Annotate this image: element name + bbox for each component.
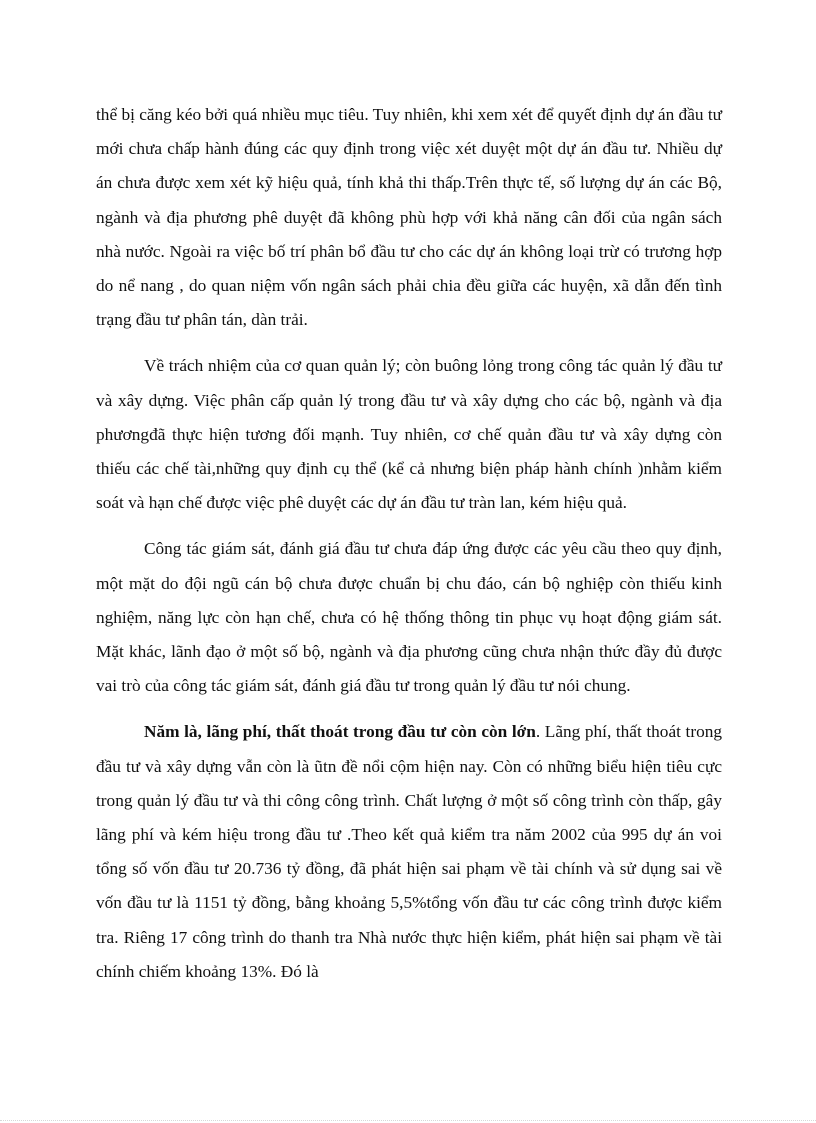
paragraph-3: Công tác giám sát, đánh giá đầu tư chưa đáp ứng được các yêu cầu theo quy định, một mặt do đội ngũ cán bộ chưa được chuẩn bị chu đáo, cán bộ nghiệp còn thiếu kinh nghiệm, năng lực còn hạn chế, chưa có hệ thống thông tin phục vụ hoạt động giám sát. Mặt khác, lãnh đạo ở một số bộ, ngành và địa phương cũng chưa nhận thức đầy đủ được vai trò của công tác giám sát, đánh giá đầu tư trong quản lý đầu tư nói chung. [96,539,722,696]
page-bottom-border [0,1120,816,1121]
paragraph-4 [96,715,722,989]
paragraph-4-bold-lead: Năm là, lãng phí, thất thoát trong đầu tư còn còn lớn [144,722,536,742]
paragraph-2: Về trách nhiệm của cơ quan quản lý; còn buông lỏng trong công tác quản lý đầu tư và xây dựng. Việc phân cấp quản lý trong đầu tư và xây dựng cho các bộ, ngành và địa phươngđã thực hiện tương đối mạnh. Tuy nhiên, cơ chế quản đầu tư và xây dựng còn thiếu các chế tài,những quy định cụ thể (kể cả nhưng biện pháp hành chính )nhằm kiểm soát và hạn chế được việc phê duyệt các dự án đầu tư tràn lan, kém hiệu quả. [96,356,722,513]
paragraph-1: thể bị căng kéo bởi quá nhiều mục tiêu. Tuy nhiên, khi xem xét để quyết định dự án đầu tư mới chưa chấp hành đúng các quy định trong việc xét duyệt một dự án đầu tư. Nhiều dự án chưa được xem xét kỹ hiệu quả, tính khả thi thấp.Trên thực tế, số lượng dự án các Bộ, ngành và địa phương phê duyệt đã không phù hợp với khả năng cân đối của ngân sách nhà nước. Ngoài ra việc bố trí phân bổ đầu tư cho các dự án không loại trừ có trương hợp do nể nang , do quan niệm vốn ngân sách phải chia đều giữa các huyện, xã dẫn đến tình trạng đầu tư phân tán, dàn trải. [96,105,722,330]
paragraph-4-text: . Lãng phí, thất thoát trong đầu tư và xây dựng vẫn còn là ũtn đề nổi cộm hiện nay. Còn có những biểu hiện tiêu cực trong quản lý đầu tư và thi công công trình. Chất lượng ở một số công trình còn thấp, gây lãng phí và kém hiệu trong đầu tư .Theo kết quả kiểm tra năm 2002 của 995 dự án voi tổng số vốn đầu tư 20.736 tỷ đồng, đã phát hiện sai phạm về tài chính và sử dụng sai về vốn đầu tư là 1151 tỷ đồng, bằng khoảng 5,5%tổng vốn đầu tư các công trình được kiểm tra. Riêng 17 công trình do thanh tra Nhà nước thực hiện kiểm, phát hiện sai phạm về tài chính chiếm khoảng 13%. Đó là [96,722,722,981]
document-body [96,98,722,1001]
